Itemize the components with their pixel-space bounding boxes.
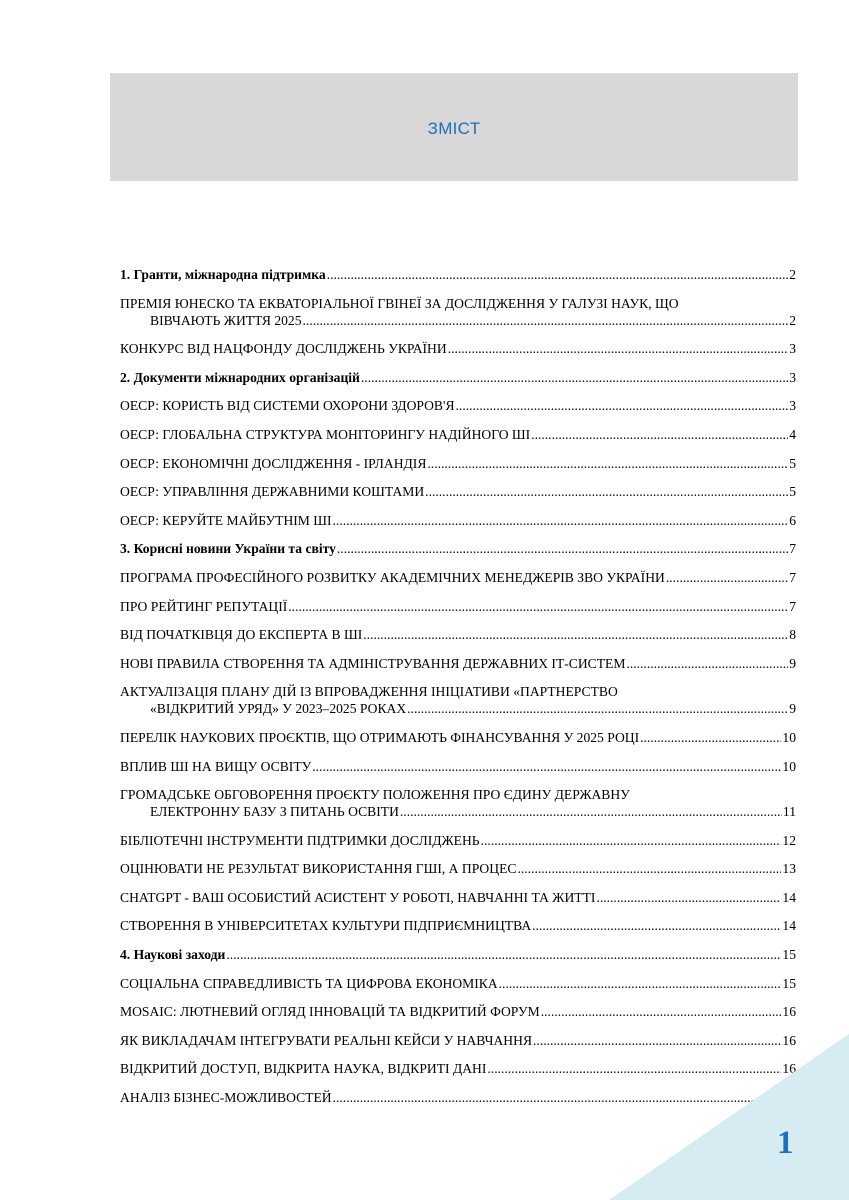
toc-entry-text: 2. Документи міжнародних організацій	[120, 369, 360, 385]
toc-leader-dots	[499, 975, 782, 992]
toc-entry[interactable]	[120, 512, 796, 529]
toc-leader-dots	[425, 483, 788, 500]
toc-leader-dots	[448, 340, 789, 357]
toc-page-number: 5	[789, 455, 796, 471]
toc-entry-text: ПЕРЕЛІК НАУКОВИХ ПРОЄКТІВ, ЩО ОТРИМАЮТЬ ФІНАНСУВАННЯ У 2025 РОЦІ	[120, 729, 640, 745]
toc-page-number: 2	[789, 267, 796, 282]
toc-leader-dots	[517, 860, 781, 877]
toc-entry-text: ЯК ВИКЛАДАЧАМ ІНТЕГРУВАТИ РЕАЛЬНІ КЕЙСИ У НАВЧАННЯ	[120, 1032, 533, 1048]
toc-entry-text: БІБЛІОТЕЧНІ ІНСТРУМЕНТИ ПІДТРИМКИ ДОСЛІДЖЕНЬ	[120, 832, 480, 848]
toc-entry-text: СОЦІАЛЬНА СПРАВЕДЛИВІСТЬ ТА ЦИФРОВА ЕКОНОМІКА	[120, 975, 498, 991]
toc-page-number: 5	[789, 484, 796, 500]
toc-entry-text: ОЕСР: УПРАВЛІННЯ ДЕРЖАВНИМИ КОШТАМИ	[120, 484, 425, 500]
toc-page-number: 10	[782, 729, 796, 745]
toc-section-heading[interactable]	[120, 266, 796, 283]
toc-leader-dots	[312, 758, 781, 775]
toc-entry[interactable]	[120, 889, 796, 906]
toc-page-number: 15	[782, 975, 796, 991]
toc-entry-text: ОЕСР: КЕРУЙТЕ МАЙБУТНІМ ШІ	[120, 512, 332, 528]
toc-leader-dots	[531, 426, 788, 443]
toc-entry-text: ВІД ПОЧАТКІВЦЯ ДО ЕКСПЕРТА В ШІ	[120, 627, 363, 643]
toc-entry-text: СТВОРЕННЯ В УНІВЕРСИТЕТАХ КУЛЬТУРИ ПІДПРИЄМНИЦТВА	[120, 918, 532, 934]
toc-entry[interactable]	[120, 483, 796, 500]
toc-entry[interactable]	[120, 729, 796, 746]
toc-entry[interactable]	[120, 786, 796, 820]
toc-page-number: 2	[789, 312, 796, 328]
toc-leader-dots	[427, 455, 788, 472]
toc-entry-text: ОЕСР: КОРИСТЬ ВІД СИСТЕМИ ОХОРОНИ ЗДОРОВ'Я	[120, 398, 455, 414]
toc-page-number: 6	[789, 512, 796, 528]
toc-leader-dots	[626, 655, 788, 672]
toc-entry[interactable]	[120, 1003, 796, 1020]
toc-entry-text: ПРЕМІЯ ЮНЕСКО ТА ЕКВАТОРІАЛЬНОЇ ГВІНЕЇ ЗА ДОСЛІДЖЕННЯ У ГАЛУЗІ НАУК, ЩО	[120, 295, 679, 311]
toc-entry-text: 1. Гранти, міжнародна підтримка	[120, 267, 326, 282]
toc-page-number: 3	[789, 398, 796, 414]
toc-page-number: 16	[782, 1032, 796, 1048]
toc-entry[interactable]	[120, 295, 796, 329]
toc-leader-dots	[288, 598, 788, 615]
toc-leader-dots	[596, 889, 781, 906]
toc-leader-dots	[456, 397, 789, 414]
toc-entry-text: «ВІДКРИТИЙ УРЯД» У 2023–2025 РОКАХ	[150, 701, 407, 717]
toc-entry[interactable]	[120, 917, 796, 934]
toc-page-number: 8	[789, 627, 796, 643]
toc-page-number: 7	[789, 598, 796, 614]
toc-page-number: 9	[789, 655, 796, 671]
toc-page-number: 7	[789, 569, 796, 585]
toc-leader-dots	[640, 729, 781, 746]
toc-entry-text: ГРОМАДСЬКЕ ОБГОВОРЕННЯ ПРОЄКТУ ПОЛОЖЕННЯ ПРО ЄДИНУ ДЕРЖАВНУ	[120, 787, 630, 803]
toc-entry[interactable]	[120, 598, 796, 615]
toc-leader-dots	[541, 1003, 782, 1020]
toc-leader-dots	[327, 266, 789, 283]
corner-decoration	[609, 1034, 849, 1200]
toc-page-number: 3	[789, 341, 796, 357]
toc-entry-text: КОНКУРС ВІД НАЦФОНДУ ДОСЛІДЖЕНЬ УКРАЇНИ	[120, 341, 447, 357]
toc-section-heading[interactable]	[120, 540, 796, 557]
toc-page-number: 16	[782, 1004, 796, 1020]
toc-page-number: 4	[789, 426, 796, 442]
toc-page-number: 16	[782, 1061, 796, 1077]
toc-entry-text: АНАЛІЗ БІЗНЕС-МОЖЛИВОСТЕЙ	[120, 1090, 332, 1106]
toc-entry[interactable]	[120, 860, 796, 877]
toc-leader-dots	[481, 832, 782, 849]
toc-entry-text: 4. Наукові заходи	[120, 947, 226, 963]
toc-entry[interactable]	[120, 758, 796, 775]
toc-leader-dots	[400, 803, 782, 820]
toc-entry-text: ВІВЧАЮТЬ ЖИТТЯ 2025	[150, 312, 302, 328]
toc-title: ЗМІСТ	[427, 119, 481, 138]
toc-page-number: 14	[782, 918, 796, 934]
toc-entry[interactable]	[120, 655, 796, 672]
toc-entry-text: ЕЛЕКТРОННУ БАЗУ З ПИТАНЬ ОСВІТИ	[150, 804, 399, 820]
toc-leader-dots	[226, 946, 781, 963]
toc-leader-dots	[532, 917, 781, 934]
toc-entry-text: НОВІ ПРАВИЛА СТВОРЕННЯ ТА АДМІНІСТРУВАННЯ ДЕРЖАВНИХ ІТ-СИСТЕМ	[120, 655, 626, 671]
toc-page-number: 9	[789, 701, 796, 717]
toc-leader-dots	[666, 569, 788, 586]
page-number: 1	[777, 1125, 794, 1161]
toc-page-number: 12	[782, 832, 796, 848]
toc-leader-dots	[361, 369, 788, 386]
toc-page-number: 14	[782, 889, 796, 905]
header-band	[110, 73, 798, 181]
toc-entry-text: MOSAIC: ЛЮТНЕВИЙ ОГЛЯД ІННОВАЦІЙ ТА ВІДКРИТИЙ ФОРУМ	[120, 1004, 540, 1020]
toc-page-number: 3	[789, 369, 796, 385]
toc-page-number: 15	[782, 947, 796, 963]
toc-entry[interactable]	[120, 832, 796, 849]
toc-entry[interactable]	[120, 975, 796, 992]
toc-page-number: 13	[782, 861, 796, 877]
table-of-contents	[120, 266, 796, 1118]
toc-entry[interactable]	[120, 426, 796, 443]
toc-entry[interactable]	[120, 455, 796, 472]
toc-page-number: 10	[782, 758, 796, 774]
toc-entry-text: ПРО РЕЙТИНГ РЕПУТАЦІЇ	[120, 598, 288, 614]
toc-entry-text: 3. Корисні новини України та світу	[120, 541, 336, 557]
toc-entry[interactable]	[120, 397, 796, 414]
toc-leader-dots	[303, 312, 789, 329]
toc-leader-dots	[333, 512, 789, 529]
toc-leader-dots	[363, 626, 788, 643]
toc-entry[interactable]	[120, 569, 796, 586]
toc-entry-text: ОЕСР: ГЛОБАЛЬНА СТРУКТУРА МОНІТОРИНГУ НАДІЙНОГО ШІ	[120, 426, 531, 442]
toc-entry[interactable]	[120, 626, 796, 643]
toc-entry[interactable]	[120, 683, 796, 717]
toc-entry-text: CHATGPT - ВАШ ОСОБИСТИЙ АСИСТЕНТ У РОБОТІ, НАВЧАННІ ТА ЖИТТІ	[120, 889, 596, 905]
toc-page-number: 7	[789, 541, 796, 557]
toc-entry-text: ОЕСР: ЕКОНОМІЧНІ ДОСЛІДЖЕННЯ - ІРЛАНДІЯ	[120, 455, 427, 471]
toc-entry-text: ПРОГРАМА ПРОФЕСІЙНОГО РОЗВИТКУ АКАДЕМІЧНИХ МЕНЕДЖЕРІВ ЗВО УКРАЇНИ	[120, 569, 665, 585]
toc-entry-text: ВПЛИВ ШІ НА ВИЩУ ОСВІТУ	[120, 758, 312, 774]
toc-entry[interactable]	[120, 340, 796, 357]
toc-section-heading[interactable]	[120, 369, 796, 386]
toc-entry-text: ВІДКРИТИЙ ДОСТУП, ВІДКРИТА НАУКА, ВІДКРИТІ ДАНІ	[120, 1061, 487, 1077]
toc-entry-text: АКТУАЛІЗАЦІЯ ПЛАНУ ДІЙ ІЗ ВПРОВАДЖЕННЯ ІНІЦІАТИВИ «ПАРТНЕРСТВО	[120, 684, 618, 700]
toc-leader-dots	[407, 700, 788, 717]
toc-page-number: 11	[782, 804, 796, 820]
toc-entry-text: ОЦІНЮВАТИ НЕ РЕЗУЛЬТАТ ВИКОРИСТАННЯ ГШІ, А ПРОЦЕС	[120, 861, 517, 877]
toc-leader-dots	[337, 540, 788, 557]
toc-section-heading[interactable]	[120, 946, 796, 963]
